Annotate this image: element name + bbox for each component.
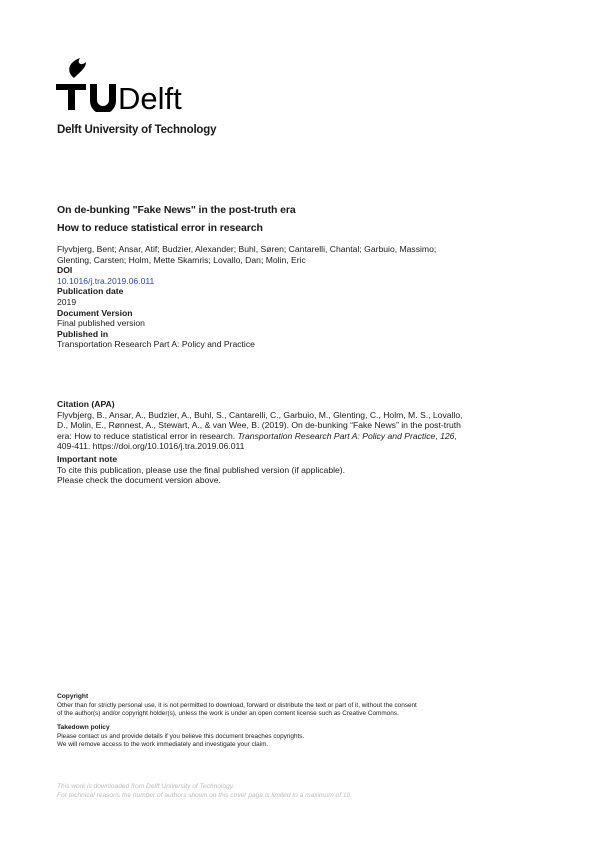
tudelft-logo [56,56,196,112]
citation-volume: 126 [440,430,455,441]
citation-line: Flyvbjerg, B., Ansar, A., Budzier, A., Buhl, S., Cantarelli, C., Garbuio, M., Glenting, C., Holm, M. S., Lovallo, [57,409,463,420]
published-in-label: Published in [57,328,109,339]
paper-subtitle: How to reduce statistical error in research [57,222,263,234]
citation-line: 409-411. https://doi.org/10.1016/j.tra.2019.06.011 [57,441,245,452]
copyright-text: Other than for strictly personal use, it is not permitted to download, forward or distribute the text or part of it, without the consent [57,701,417,709]
citation-line: D., Molin, E., Rønnest, A., Stewart, A., & van Wee, B. (2019). On de-bunking “Fake News” in the post-truth [57,420,461,431]
document-version-value: Final published version [57,318,145,329]
citation-separator: , [454,430,457,441]
citation-text: era: How to reduce statistical error in research. [57,430,238,441]
citation-separator: , [435,430,441,441]
footer-line: For technical reasons the number of authors shown on this cover page is limited to a maximum of 10. [57,792,353,800]
logo-delft-text: Delft [118,81,182,112]
footer-line: This work is downloaded from Delft University of Technology. [57,783,235,790]
citation-journal: Transportation Research Part A: Policy and Practice [237,430,436,441]
citation-label: Citation (APA) [57,399,115,409]
takedown-label: Takedown policy [57,724,110,731]
publication-date-value: 2019 [57,296,77,307]
important-note-label: Important note [57,453,118,464]
authors-line: Flyvbjerg, Bent; Ansar, Atif; Budzier, Alexander; Buhl, Søren; Cantarelli, Chantal; Garbuio, Massimo; [57,244,437,254]
takedown-block [57,724,537,749]
citation-block [57,399,547,486]
doi-label: DOI [57,265,73,276]
copyright-label: Copyright [57,693,89,700]
citation-line [57,431,547,442]
metadata-block [57,244,547,350]
important-note-text: To cite this publication, please use the final published version (if applicable). [57,464,346,475]
takedown-text: Please contact us and provide details if you believe this document breaches copyrights. [57,732,305,740]
paper-title: On de-bunking "Fake News" in the post-truth era [57,204,296,216]
takedown-text: We will remove access to the work immediately and investigate your claim. [57,741,269,748]
published-in-value: Transportation Research Part A: Policy and Practice [57,339,255,350]
important-note-text: Please check the document version above. [57,475,221,486]
copyright-text: of the author(s) and/or copyright holder(s), unless the work is under an open content license such as Creative Commons. [57,710,399,717]
authors-line: Glenting, Carsten; Holm, Mette Skamris; Lovallo, Dan; Molin, Eric [57,254,306,265]
document-version-label: Document Version [57,307,133,318]
publication-date-label: Publication date [57,286,124,297]
copyright-block [57,693,537,718]
doi-link[interactable]: 10.1016/j.tra.2019.06.011 [57,275,155,286]
institution-name: Delft University of Technology [57,124,217,136]
flame-icon [69,58,86,78]
footer-note [57,782,537,801]
